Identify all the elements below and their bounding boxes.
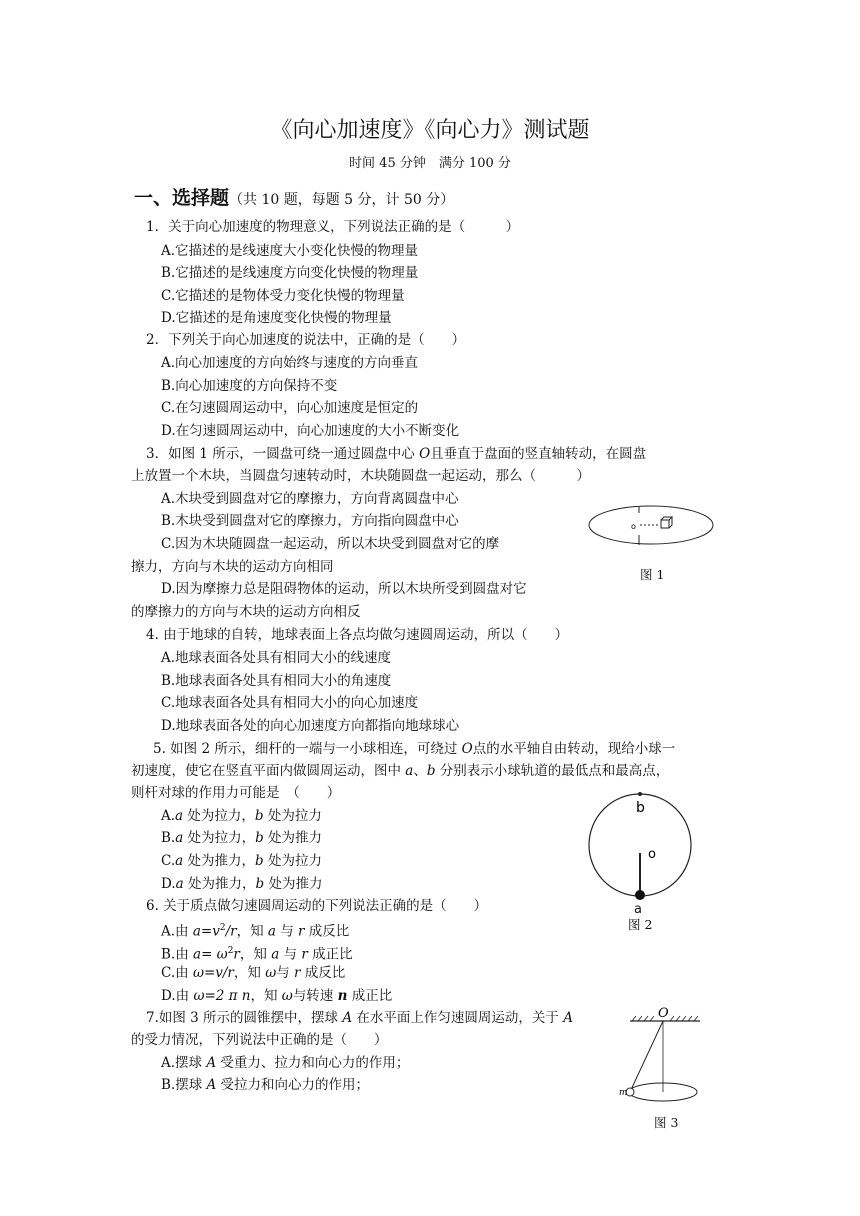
option-text: 处为拉力， [183, 830, 256, 846]
var-r: r [294, 965, 301, 981]
figure-3-caption: 图 3 [654, 1115, 679, 1130]
section-heading-note: （共 10 题，每题 5 分，计 50 分） [229, 192, 455, 208]
var-r: r [298, 923, 305, 940]
question-3-stem [146, 444, 646, 464]
var-b: b [255, 853, 264, 869]
question-5-option-b [161, 828, 322, 848]
formula: a=v [192, 923, 220, 940]
formula-exponent: 2 [219, 923, 226, 933]
question-7-stem [146, 1008, 573, 1028]
question-5-option-a [161, 806, 322, 826]
option-text: 处为拉力， [183, 808, 255, 824]
question-6-option-d [161, 986, 392, 1006]
question-5-stem-part: 点的水平轴自由转动，现给小球一 [472, 741, 676, 757]
question-6-option-b [161, 941, 353, 965]
question-4-option-d: D.地球表面各处的向心加速度方向都指向地球球心 [161, 718, 460, 734]
wooden-block [661, 520, 669, 528]
question-2-option-b: B.向心加速度的方向保持不变 [161, 378, 338, 394]
var-a: a [175, 853, 184, 869]
question-3-stem-part: 且垂直于盘面的竖直轴转动，在圆盘 [430, 446, 647, 462]
var-A: A [342, 1010, 353, 1026]
var-b: b [254, 808, 264, 824]
option-text: 处为拉力 [263, 853, 322, 869]
question-2-option-a: A.向心加速度的方向始终与速度的方向垂直 [161, 355, 419, 371]
question-3-option-c-cont: 擦力，方向与木块的运动方向相同 [131, 559, 334, 575]
option-text: 处为推力 [263, 830, 323, 846]
question-3-option-d-cont: 的摩擦力的方向与木块的运动方向相反 [131, 604, 361, 620]
disk-ellipse [589, 506, 713, 544]
option-text: ，知 [239, 946, 272, 963]
ball-b [638, 792, 642, 796]
section-heading [134, 183, 454, 210]
question-7-text: 在水平面上作匀速圆周运动，关于 [352, 1010, 564, 1026]
option-text: 与 [275, 923, 299, 940]
option-text: ，知 [250, 988, 282, 1004]
question-5-text: 初速度，使它在竖直平面内做圆周运动，图中 [131, 763, 406, 779]
var-o: O [461, 741, 473, 757]
option-text: ，知 [233, 965, 266, 981]
option-text: A.摆球 [161, 1055, 207, 1071]
var-b: b [255, 876, 265, 892]
question-3-option-d: D.因为摩擦力总是阻碍物体的运动，所以木块所受到圆盘对它 [161, 581, 527, 597]
var-A: A [563, 1010, 573, 1026]
option-text: 成正比 [347, 988, 393, 1004]
var-a: a [405, 763, 414, 779]
option-letter: B. [161, 830, 176, 846]
option-text: 受拉力和向心力的作用； [216, 1077, 370, 1093]
question-5-stem-line3: 则杆对球的作用力可能是 （ ） [131, 785, 341, 801]
var-omega: ω [281, 988, 293, 1004]
question-3-option-c: C.因为木块随圆盘一起运动，所以木块受到圆盘对它的摩 [161, 536, 500, 552]
question-4-option-b: B.地球表面各处具有相同大小的角速度 [161, 673, 392, 689]
option-letter: A. [161, 808, 176, 824]
option-text: 处为推力， [183, 876, 256, 892]
option-text: 与 [279, 946, 302, 963]
question-3-stem-part: 3．如图 1 所示，一圆盘可绕一通过圆盘中心 [146, 446, 420, 462]
exam-meta: 时间 45 分钟 满分 100 分 [349, 156, 511, 171]
figure-2-label-a: a [634, 902, 642, 917]
var-a: a [271, 946, 280, 963]
page-title: 《向心加速度》《向心力》测试题 [270, 118, 590, 143]
question-2-option-c: C.在匀速圆周运动中，向心加速度是恒定的 [161, 400, 419, 416]
question-3-option-b: B.木块受到圆盘对它的摩擦力，方向指向圆盘中心 [161, 513, 459, 529]
formula: a= ω [193, 946, 228, 963]
label-m: m [619, 1088, 628, 1098]
question-1-option-d: D.它描述的是角速度变化快慢的物理量 [161, 310, 392, 326]
label-b: b [636, 800, 645, 816]
option-letter: D. [161, 876, 176, 892]
figure-2-caption: 图 2 [628, 917, 653, 932]
question-7-option-b [161, 1075, 369, 1095]
question-2-option-d: D.在匀速圆周运动中，向心加速度的大小不断变化 [161, 423, 460, 439]
question-5-stem-line2 [131, 761, 669, 781]
option-text: B.摆球 [161, 1077, 207, 1093]
figure-1-caption: 图 1 [640, 567, 665, 582]
label-o: o [648, 847, 656, 862]
question-5-option-d [161, 874, 322, 894]
var-A: A [206, 1077, 217, 1093]
center-label: o [631, 522, 636, 531]
var-a: a [175, 808, 184, 824]
option-text: 成正比 [307, 946, 353, 963]
figure-2-vertical-circle [584, 788, 696, 908]
question-7-text: 7.如图 3 所示的圆锥摆中，摆球 [146, 1010, 343, 1026]
question-5-stem-part: 5. 如图 2 所示，细杆的一端与一小球相连，可绕过 [153, 741, 462, 757]
var-a: a [267, 923, 276, 940]
var-a: a [175, 876, 184, 892]
ball-a [635, 890, 645, 900]
option-text: 成反比 [300, 965, 346, 981]
option-text: 成反比 [304, 923, 350, 940]
option-text: B.由 [161, 946, 194, 963]
var-omega: ω [265, 965, 277, 981]
question-4-stem: 4. 由于地球的自转，地球表面上各点均做匀速圆周运动，所以（ ） [146, 627, 569, 643]
question-5-stem [153, 739, 675, 759]
question-5-text: 分别表示小球轨道的最低点和最高点， [435, 763, 670, 779]
option-text: D.由 [161, 988, 194, 1004]
question-4-option-a: A.地球表面各处具有相同大小的线速度 [161, 650, 392, 666]
label-o: O [658, 1006, 669, 1021]
formula: ω=v/r [192, 965, 234, 981]
var-A: A [206, 1055, 217, 1071]
option-text: 处为推力， [183, 853, 255, 869]
question-3-option-a: A.木块受到圆盘对它的摩擦力，方向背离圆盘中心 [161, 491, 459, 507]
question-1-option-c: C.它描述的是物体受力变化快慢的物理量 [161, 288, 405, 304]
var-n: n [337, 988, 348, 1004]
question-2-stem: 2．下列关于向心加速度的说法中，正确的是（ ） [146, 332, 466, 348]
question-5-option-c [161, 851, 322, 871]
question-5-text: 、 [413, 763, 427, 779]
figure-3-conical-pendulum [618, 1004, 708, 1114]
option-text: 与转速 [292, 988, 338, 1004]
option-text: ，知 [236, 923, 268, 940]
option-text: A.由 [161, 923, 193, 940]
question-1-option-b: B.它描述的是线速度方向变化快慢的物理量 [161, 265, 419, 281]
formula-exponent: 2 [227, 946, 234, 956]
var-r: r [301, 946, 308, 963]
option-text: 处为推力 [264, 876, 323, 892]
section-heading-title: 一、选择题 [134, 187, 230, 209]
question-6-option-a [161, 918, 349, 942]
formula: r [233, 946, 240, 963]
figure-1-disk [588, 505, 714, 549]
option-letter: C. [161, 853, 176, 869]
formula: ω=2 π n [193, 988, 251, 1004]
question-6-stem: 6. 关于质点做匀速圆周运动的下列说法正确的是（ ） [146, 898, 488, 914]
option-text: 处为拉力 [263, 808, 322, 824]
question-4-option-c: C.地球表面各处具有相同大小的向心加速度 [161, 695, 419, 711]
question-6-option-c [161, 963, 345, 983]
question-1-option-a: A.它描述的是线速度大小变化快慢的物理量 [161, 243, 419, 259]
string [630, 1021, 663, 1092]
question-1-stem: 1．关于向心加速度的物理意义，下列说法正确的是（ ） [146, 219, 520, 235]
question-3-stem-line2: 上放置一个木块，当圆盘匀速转动时，木块随圆盘一起运动，那么（ ） [131, 468, 590, 484]
question-7-stem-line2: 的受力情况，下列说法中正确的是（ ） [131, 1032, 388, 1048]
var-o: O [419, 446, 431, 462]
option-text: C.由 [161, 965, 193, 981]
formula: /r [225, 923, 237, 940]
question-7-option-a [161, 1053, 409, 1073]
option-text: 与 [276, 965, 294, 981]
var-a: a [175, 830, 184, 846]
option-text: 受重力、拉力和向心力的作用； [216, 1055, 410, 1071]
var-b: b [426, 763, 436, 779]
var-b: b [255, 830, 264, 846]
